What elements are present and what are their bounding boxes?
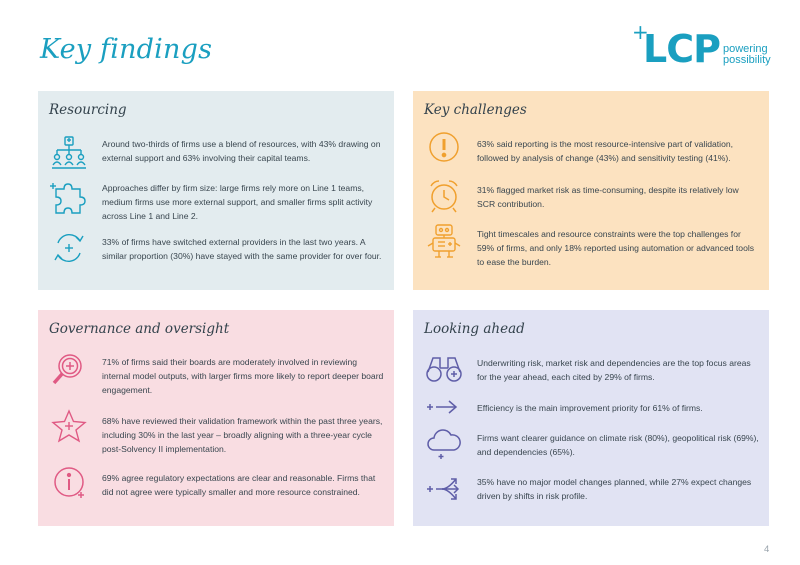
challenges-text-2: 31% flagged market risk as time-consuming, despite its relatively low SCR contribution. <box>477 185 739 209</box>
governance-panel <box>38 310 394 526</box>
ahead-text-4: 35% have no major model changes planned, while 27% expect changes driven by shifts in risk profile. <box>477 477 752 501</box>
alarm-clock-icon <box>425 177 463 215</box>
logo-tagline-line1: powering <box>723 43 768 55</box>
governance-title: Governance and oversight <box>49 321 230 337</box>
ahead-text-1: Underwriting risk, market risk and dependencies are the top focus areas for the year ahead, each cited by 29% of firms. <box>477 358 751 382</box>
page-title: Key findings <box>40 34 213 65</box>
resourcing-text-3: 33% of firms have switched external providers in the last two years. A similar proportion (30%) have stayed with the same provider for over four. <box>102 237 382 261</box>
challenges-text-3: Tight timescales and resource constraints were the top challenges for 59% of firms, and only 18% reported using automation or advanced tools to ease the burden. <box>477 229 755 267</box>
resourcing-text-1: Around two-thirds of firms use a blend of resources, with 43% drawing on external support and 63% involving their capital teams. <box>102 139 381 163</box>
star-icon <box>50 408 88 446</box>
binoculars-icon <box>425 350 463 388</box>
resourcing-panel <box>38 91 394 290</box>
magnifier-icon <box>50 350 88 388</box>
ahead-text-2: Efficiency is the main improvement priority for 61% of firms. <box>477 403 703 413</box>
page-number: 4 <box>764 544 770 555</box>
logo-tagline <box>723 44 771 66</box>
puzzle-icon <box>50 179 88 217</box>
ahead-text-3: Firms want clearer guidance on climate risk (80%), geopolitical risk (69%), and dependencies (65%). <box>477 433 759 457</box>
logo-wordmark: LCP <box>643 27 720 71</box>
robot-icon <box>425 223 463 261</box>
governance-text-2: 68% have reviewed their validation framework within the past three years, including 30% in the last year – broadly aligning with a three-year cycle post-Solvency II implementation. <box>102 416 383 454</box>
logo-plus: + <box>632 20 649 44</box>
resourcing-title: Resourcing <box>49 102 127 118</box>
challenges-title: Key challenges <box>424 102 527 118</box>
challenges-panel <box>413 91 769 290</box>
info-icon <box>50 465 88 503</box>
governance-text-3: 69% agree regulatory expectations are clear and reasonable. Firms that did not agree were typically smaller and more resource constrained. <box>102 473 376 497</box>
resourcing-text-2: Approaches differ by firm size: large firms rely more on Line 1 teams, medium firms use more external support, and smaller firms split activity across Line 1 and Line 2. <box>102 183 373 221</box>
exclamation-icon <box>425 129 463 167</box>
logo-tagline-line2: possibility <box>723 54 771 66</box>
cloud-icon <box>425 423 463 461</box>
ahead-panel <box>413 310 769 526</box>
ahead-title: Looking ahead <box>424 321 525 337</box>
switch-cycle-icon <box>50 229 88 267</box>
lcp-logo <box>632 22 782 72</box>
arrow-icon <box>425 388 463 426</box>
governance-text-1: 71% of firms said their boards are moderately involved in reviewing internal model outputs, with larger firms more likely to report deeper board engagement. <box>102 357 384 395</box>
challenges-text-1: 63% said reporting is the most resource-intensive part of validation, followed by analysis of change (43%) and sensitivity testing (41%). <box>477 139 734 163</box>
split-arrows-icon <box>425 470 463 508</box>
org-chart-icon <box>50 135 88 173</box>
